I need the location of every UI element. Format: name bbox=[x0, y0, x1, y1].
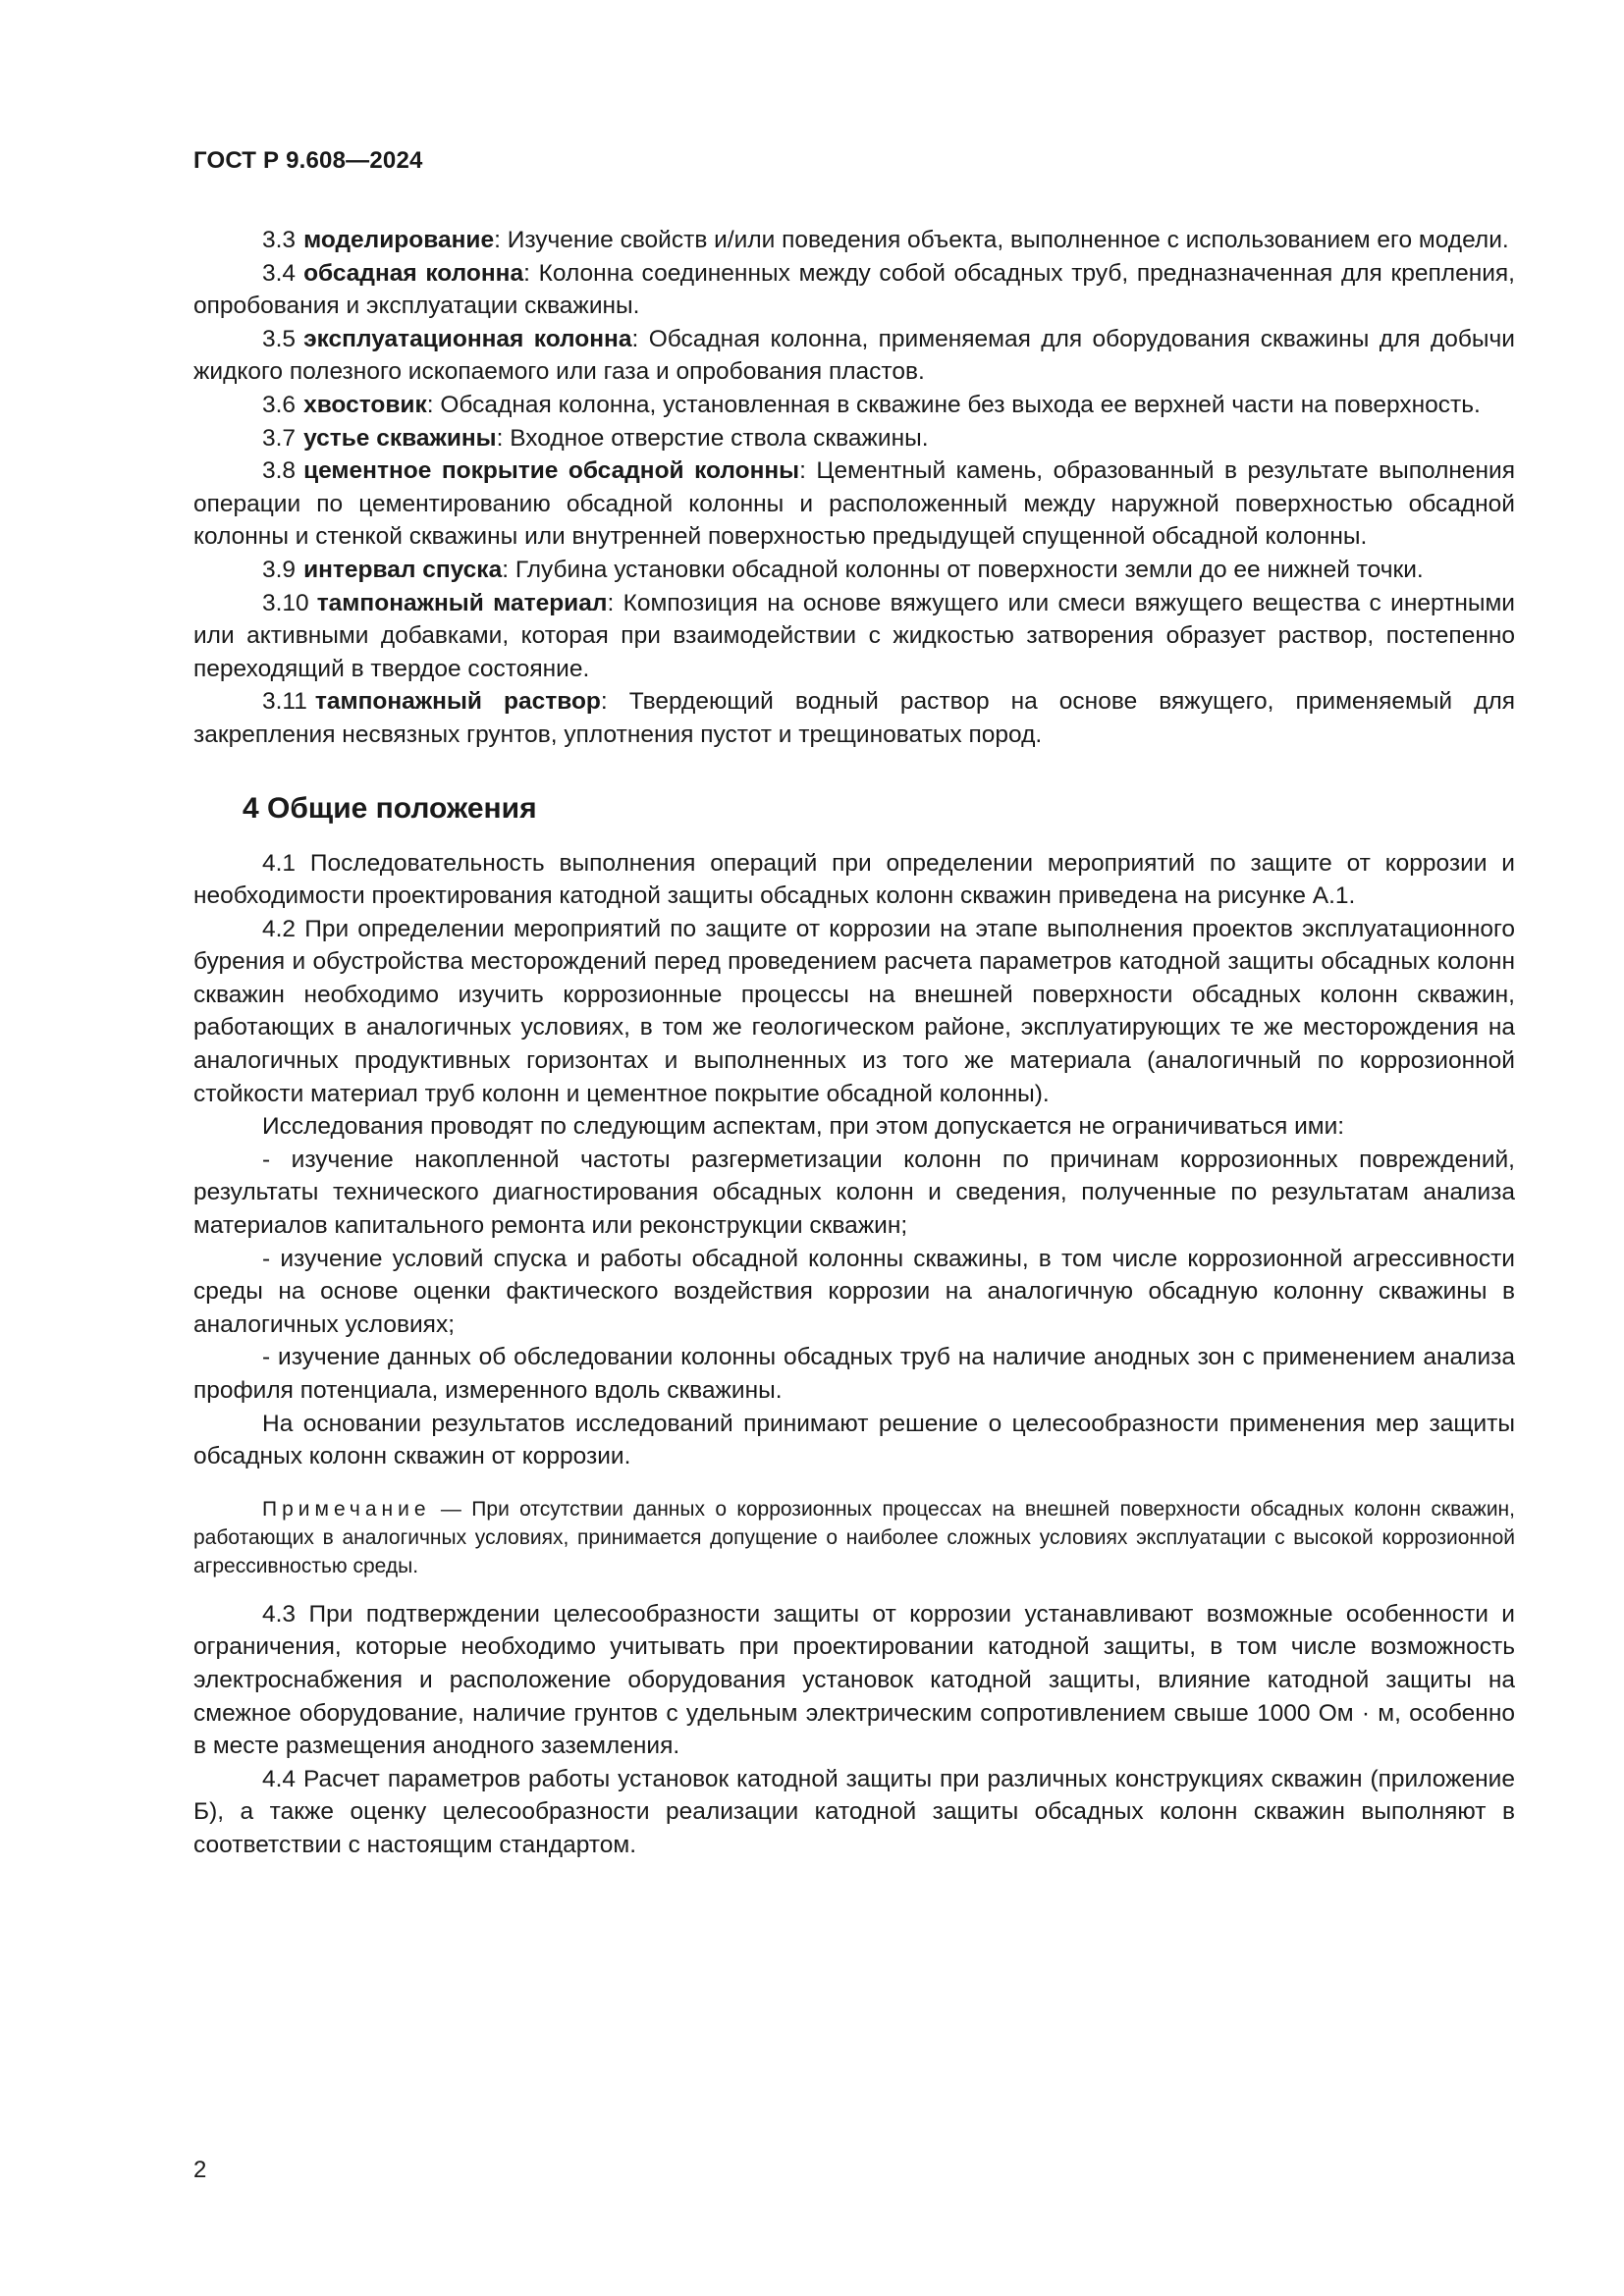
term: цементное покрытие обсадной колонны bbox=[303, 457, 800, 485]
bullet-item: - изучение накопленной частоты разгерметизации колонн по причинам коррозионных повреждений, результаты технического диагностирования обсадных колонн и сведения, полученные по результатам анализа материалов капитального ремонта или реконструкции скважин; bbox=[193, 1146, 1515, 1240]
definition-text: : Входное отверстие ствола скважины. bbox=[496, 424, 929, 452]
definition-text: : Изучение свойств и/или поведения объекта, выполненное с использованием его модели. bbox=[494, 227, 1509, 253]
term: интервал спуска bbox=[303, 556, 503, 583]
clause-4-3: 4.3 При подтверждении целесообразности защиты от коррозии устанавливают возможные особенности и ограничения, которые необходимо учитывать при проектировании катодной защиты, в том числе возможность электроснабжения и расположение оборудования установок катодной защиты, влияние катодной защиты на смежное оборудование, наличие грунтов с удельным электрическим сопротивлением свыше 1000 Ом · м, особенно в месте размещения анодного заземления. bbox=[193, 1600, 1515, 1760]
page-content bbox=[193, 224, 1515, 1862]
clause-number: 3.9 bbox=[262, 556, 297, 583]
term: моделирование bbox=[303, 227, 495, 253]
definition-text: : Глубина установки обсадной колонны от поверхности земли до ее нижней точки. bbox=[502, 556, 1424, 583]
definition-3-9 bbox=[193, 554, 1515, 587]
bullet-item: - изучение условий спуска и работы обсадной колонны скважины, в том числе коррозионной агрессивности среды на основе оценки фактического воздействия коррозии на аналогичную обсадную колонну скважины в аналогичных условиях; bbox=[193, 1245, 1515, 1338]
clause-4-4: 4.4 Расчет параметров работы установок катодной защиты при различных конструкциях скважин (приложение Б), а также оценку целесообразности реализации катодной защиты обсадных колонн скважин выполняют в соответствии с настоящим стандартом. bbox=[193, 1765, 1515, 1858]
term: обсадная колонна bbox=[303, 259, 524, 287]
definition-3-4 bbox=[193, 257, 1515, 323]
note bbox=[193, 1495, 1515, 1580]
definition-text: : Обсадная колонна, применяемая для оборудования скважины для добычи жидкого полезного ископаемого или газа и опробования пластов. bbox=[193, 325, 1515, 386]
definition-3-7 bbox=[193, 422, 1515, 455]
definition-3-6 bbox=[193, 389, 1515, 422]
clause-number: 3.11 bbox=[262, 688, 307, 716]
term: хвостовик bbox=[303, 391, 427, 418]
clause-number: 3.3 bbox=[262, 227, 297, 253]
definition-text: : Твердеющий водный раствор на основе вяжущего, применяемый для закрепления несвязных грунтов, уплотнения пустот и трещиноватых пород. bbox=[193, 688, 1516, 748]
document-header: ГОСТ Р 9.608—2024 bbox=[193, 147, 423, 174]
section-heading: 4 Общие положения bbox=[243, 791, 537, 825]
clause-number: 3.5 bbox=[262, 325, 297, 352]
definition-text: : Композиция на основе вяжущего или смеси вяжущего вещества с инертными или активными добавками, которая при взаимодействии с жидкостью затворения образует раствор, постепенно переходящий в твердое состояние. bbox=[193, 589, 1515, 682]
research-intro: Исследования проводят по следующим аспектам, при этом допускается не ограничиваться ими: bbox=[262, 1113, 1345, 1141]
term: тампонажный раствор bbox=[314, 688, 601, 716]
definition-3-5 bbox=[193, 323, 1515, 389]
term: тампонажный материал bbox=[316, 589, 608, 616]
definition-3-10 bbox=[193, 587, 1515, 686]
clause-number: 3.7 bbox=[262, 424, 297, 452]
conclusion-paragraph: На основании результатов исследований принимают решение о целесообразности применения мер защиты обсадных колонн скважин от коррозии. bbox=[193, 1410, 1515, 1470]
clause-number: 3.6 bbox=[262, 391, 297, 418]
clause-4-1: 4.1 Последовательность выполнения операций при определении мероприятий по защите от коррозии и необходимости проектирования катодной защиты обсадных колонн скважин приведена на рисунке А.1. bbox=[193, 849, 1515, 910]
definition-3-3 bbox=[193, 224, 1515, 257]
clause-4-2: 4.2 При определении мероприятий по защите от коррозии на этапе выполнения проектов эксплуатационного бурения и обустройства месторождений перед проведением расчета параметров катодной защиты обсадных колонн скважин необходимо изучить коррозионные процессы на внешней поверхности обсадных колонн скважин, работающих в аналогичных условиях, в том же геологическом районе, эксплуатирующих те же месторождения на аналогичных продуктивных горизонтах и выполненных из того же материала (аналогичный по коррозионной стойкости материал труб колонн и цементное покрытие обсадной колонны). bbox=[193, 915, 1515, 1107]
page-number: 2 bbox=[193, 2157, 207, 2183]
definition-3-8 bbox=[193, 454, 1515, 554]
clause-number: 3.10 bbox=[262, 589, 309, 616]
definition-text: : Обсадная колонна, установленная в скважине без выхода ее верхней части на поверхность. bbox=[426, 391, 1481, 418]
definition-text: : Цементный камень, образованный в результате выполнения операции по цементированию обсадной колонны и расположенный между наружной поверхностью обсадной колонны и стенкой скважины или внутренней поверхностью предыдущей спущенной обсадной колонны. bbox=[193, 457, 1515, 551]
clause-number: 3.4 bbox=[262, 259, 297, 287]
clause-number: 3.8 bbox=[262, 457, 297, 485]
note-text: — При отсутствии данных о коррозионных процессах на внешней поверхности обсадных колонн скважин, работающих в аналогичных условиях, принимается допущение о наиболее сложных условиях эксплуатации с высокой коррозионной агрессивностью среды. bbox=[193, 1497, 1515, 1577]
note-label: Примечание bbox=[262, 1497, 431, 1521]
definition-text: : Колонна соединенных между собой обсадных труб, предназначенная для крепления, опробования и эксплуатации скважины. bbox=[193, 259, 1515, 320]
bullet-item: - изучение данных об обследовании колонны обсадных труб на наличие анодных зон с применением анализа профиля потенциала, измеренного вдоль скважины. bbox=[193, 1344, 1515, 1404]
term: эксплуатационная колонна bbox=[303, 325, 632, 352]
term: устье скважины bbox=[303, 424, 497, 452]
definition-3-11 bbox=[193, 685, 1515, 751]
